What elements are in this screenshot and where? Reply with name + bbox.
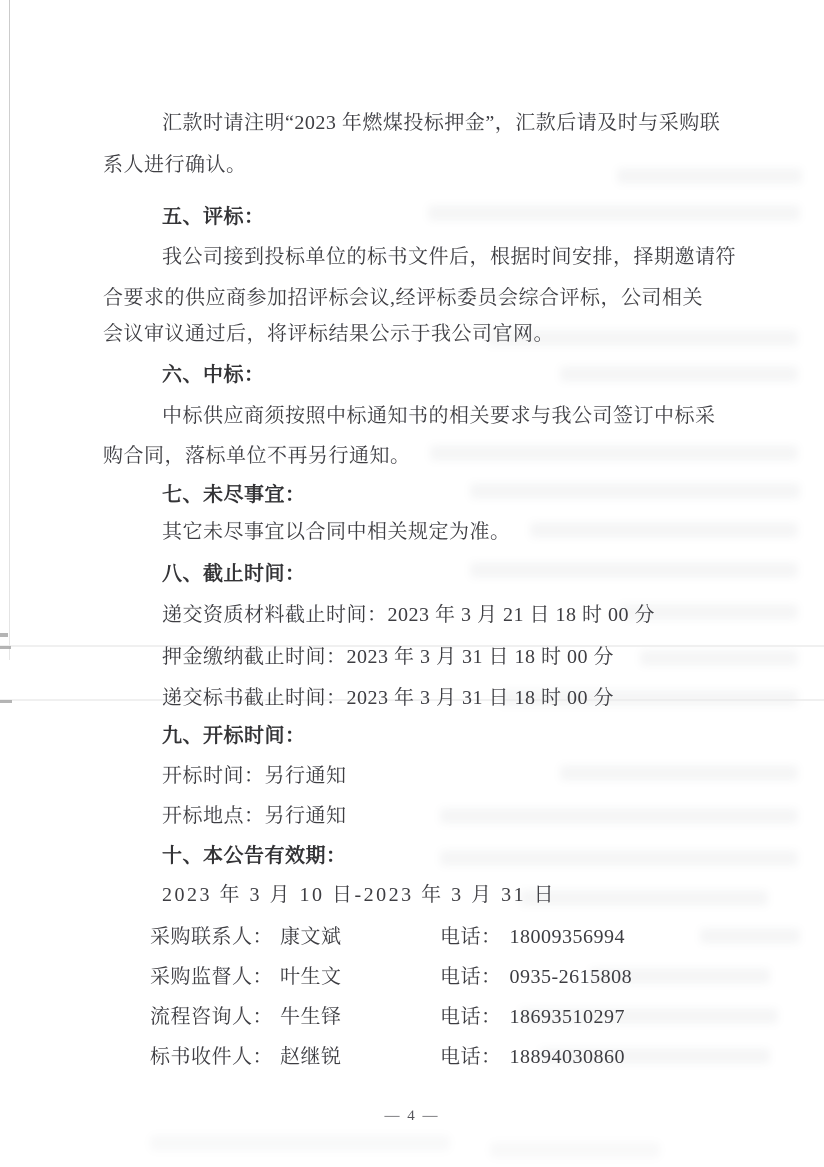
- bid-opening-place: 开标地点：另行通知: [162, 805, 347, 827]
- phone-number: 18894030860: [509, 1046, 625, 1068]
- bleed-through-artifact: [520, 890, 768, 906]
- phone-label: 电话：: [440, 1046, 502, 1068]
- contact-role-label: 采购监督人：: [150, 966, 273, 988]
- scan-speck: [0, 646, 11, 649]
- scan-speck: [0, 700, 12, 703]
- deadline-bid-submission: 递交标书截止时间：2023 年 3 月 31 日 18 时 00 分: [162, 687, 614, 709]
- contact-role-label: 标书收件人：: [150, 1046, 273, 1068]
- paragraph-line: 汇款时请注明“2023 年燃煤投标押金”，汇款后请及时与采购联: [162, 112, 721, 134]
- bleed-through-artifact: [640, 650, 798, 666]
- phone-label: 电话：: [440, 966, 502, 988]
- contact-row: [0, 920, 824, 950]
- contact-phone: [440, 1000, 625, 1029]
- contact-role-and-name: [150, 960, 342, 989]
- contact-role-label: 采购联系人：: [150, 926, 273, 948]
- contact-name: 康文斌: [280, 926, 342, 948]
- contact-row: [0, 1000, 824, 1030]
- deadline-qualification-materials: 递交资质材料截止时间：2023 年 3 月 21 日 18 时 00 分: [162, 604, 655, 626]
- bleed-through-artifact: [150, 1135, 450, 1151]
- paragraph-line: 中标供应商须按照中标通知书的相关要求与我公司签订中标采: [162, 405, 716, 427]
- bid-opening-time: 开标时间：另行通知: [162, 765, 347, 787]
- contact-row: [0, 1040, 824, 1070]
- section-heading-7-misc: 七、未尽事宜：: [162, 484, 306, 506]
- paragraph-line: 购合同，落标单位不再另行通知。: [103, 445, 411, 467]
- contact-phone: [440, 1040, 625, 1069]
- validity-period: 2023 年 3 月 10 日-2023 年 3 月 31 日: [162, 884, 557, 906]
- phone-label: 电话：: [440, 1006, 502, 1028]
- phone-number: 18693510297: [509, 1006, 625, 1028]
- deadline-deposit-payment: 押金缴纳截止时间：2023 年 3 月 31 日 18 时 00 分: [162, 646, 614, 668]
- contact-row: [0, 960, 824, 990]
- page-number: — 4 —: [384, 1108, 440, 1124]
- scan-edge-line: [9, 0, 10, 660]
- bleed-through-artifact: [440, 850, 798, 866]
- paragraph-line: 系人进行确认。: [103, 154, 247, 176]
- scan-speck: [0, 633, 8, 637]
- bleed-through-artifact: [617, 168, 802, 184]
- bleed-through-artifact: [530, 522, 798, 538]
- bleed-through-artifact: [560, 765, 798, 781]
- contact-phone: [440, 960, 632, 989]
- contact-name: 牛生铎: [280, 1006, 342, 1028]
- contact-role-and-name: [150, 1000, 342, 1029]
- phone-number: 0935-2615808: [509, 966, 633, 988]
- bleed-through-artifact: [560, 366, 798, 382]
- section-heading-10-validity: 十、本公告有效期：: [162, 845, 347, 867]
- section-heading-8-deadlines: 八、截止时间：: [162, 563, 306, 585]
- section-heading-6-award: 六、中标：: [162, 364, 265, 386]
- bleed-through-artifact: [490, 1142, 660, 1158]
- paragraph-line: 我公司接到投标单位的标书文件后，根据时间安排，择期邀请符: [162, 246, 736, 268]
- contact-name: 赵继锐: [280, 1046, 342, 1068]
- bleed-through-artifact: [470, 483, 800, 499]
- paragraph-line: 其它未尽事宜以合同中相关规定为准。: [162, 521, 511, 543]
- phone-number: 18009356994: [509, 926, 625, 948]
- bleed-through-artifact: [470, 562, 798, 578]
- phone-label: 电话：: [440, 926, 502, 948]
- contact-name: 叶生文: [280, 966, 342, 988]
- bleed-through-artifact: [430, 445, 798, 461]
- contact-phone: [440, 920, 625, 949]
- contact-role-and-name: [150, 920, 342, 949]
- bleed-through-artifact: [440, 808, 798, 824]
- contact-role-label: 流程咨询人：: [150, 1006, 273, 1028]
- paragraph-line: 会议审议通过后，将评标结果公示于我公司官网。: [103, 323, 554, 345]
- bleed-through-artifact: [428, 205, 800, 221]
- paragraph-line: 合要求的供应商参加招评标会议,经评标委员会综合评标，公司相关: [103, 287, 703, 309]
- section-heading-5-evaluation: 五、评标：: [162, 206, 265, 228]
- section-heading-9-bid-opening: 九、开标时间：: [162, 725, 306, 747]
- contact-role-and-name: [150, 1040, 342, 1069]
